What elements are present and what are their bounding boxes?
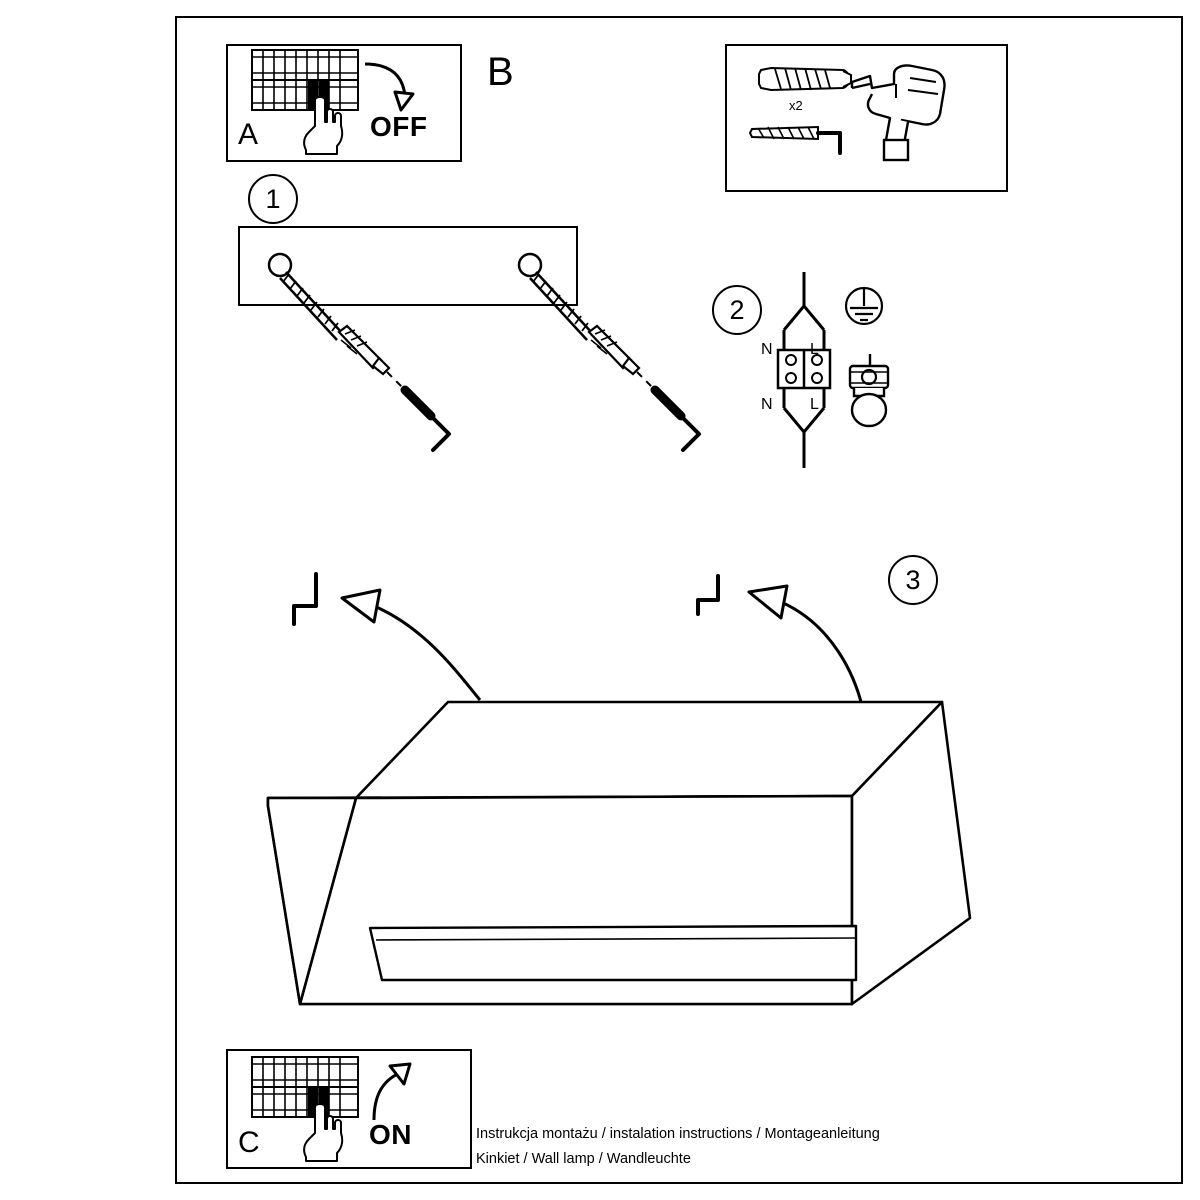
wall-plug-icon bbox=[755, 62, 855, 96]
footer-text bbox=[476, 1122, 880, 1172]
panel-a-letter: A bbox=[238, 118, 259, 151]
terminal-label-n-top: N bbox=[761, 341, 773, 358]
power-drill-icon bbox=[850, 58, 960, 168]
hand-pointing-icon bbox=[297, 96, 353, 156]
step-3-number: 3 bbox=[905, 564, 921, 595]
terminal-label-l-top: L bbox=[810, 341, 819, 358]
wall-lamp-illustration bbox=[258, 688, 988, 1018]
hook-screw-icon bbox=[748, 115, 858, 155]
footer-line-2: Kinkiet / Wall lamp / Wandleuchte bbox=[476, 1151, 691, 1167]
earth-ground-icon bbox=[836, 286, 892, 338]
curved-arrow-up-icon bbox=[358, 1062, 418, 1124]
mount-arrow-left-icon bbox=[330, 566, 490, 706]
curved-arrow-down-icon bbox=[361, 58, 417, 116]
panel-b-letter: B bbox=[487, 50, 514, 94]
panel-c-letter: C bbox=[238, 1126, 260, 1159]
panel-a-action-label: OFF bbox=[370, 111, 428, 142]
step-1-badge bbox=[248, 174, 298, 224]
step-1-diagram bbox=[255, 248, 715, 498]
terminal-label-l-bottom: L bbox=[810, 396, 819, 413]
terminal-label-n-bottom: N bbox=[761, 396, 773, 413]
step-1-number: 1 bbox=[265, 183, 281, 214]
cable-gland-icon bbox=[840, 352, 900, 432]
hook-right-icon bbox=[688, 572, 728, 618]
hand-pointing-icon-c bbox=[297, 1103, 353, 1163]
footer-line-1: Instrukcja montażu / instalation instructions / Montageanleitung bbox=[476, 1126, 880, 1142]
panel-c-action-label: ON bbox=[369, 1119, 412, 1150]
step-3-badge bbox=[888, 555, 938, 605]
step-2-number: 2 bbox=[729, 294, 745, 325]
step-2-badge bbox=[712, 285, 762, 335]
hook-left-icon bbox=[284, 570, 328, 630]
tool-quantity-label: x2 bbox=[789, 98, 803, 113]
